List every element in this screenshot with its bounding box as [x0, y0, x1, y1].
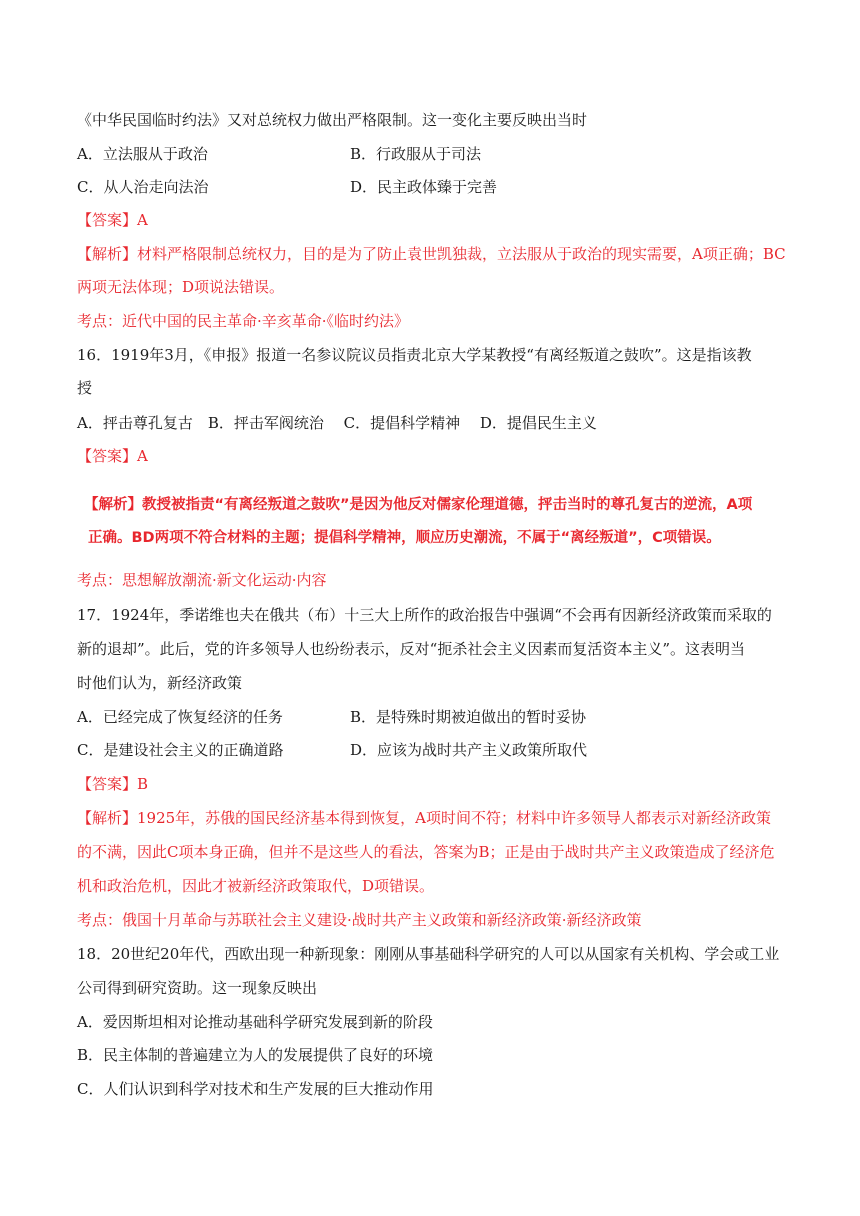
q17-analysis-line-2: 的不满，因此C项本身正确，但并不是这些人的看法，答案为B；正是由于战时共产主义政策造成了经济危: [77, 843, 775, 861]
q15-analysis-line-2: 两项无法体现；D项说法错误。: [77, 278, 285, 296]
q15-stem-tail: 《中华民国临时约法》又对总统权力做出严格限制。这一变化主要反映出当时: [77, 111, 588, 129]
q17-option-d: D．应该为战时共产主义政策所取代: [350, 741, 588, 759]
q15-option-b: B．行政服从于司法: [350, 145, 482, 163]
q17-analysis-line-3: 机和政治危机，因此才被新经济政策取代，D项错误。: [77, 877, 435, 895]
q16-stem-line-1: 16．1919年3月，《申报》报道一名参议院议员指责北京大学某教授“有离经叛道之鼓吹”。这是指该教: [77, 346, 752, 364]
q16-point: 考点：思想解放潮流·新文化运动·内容: [77, 571, 327, 589]
q16-answer: 【答案】A: [77, 447, 148, 465]
q17-stem-line-2: 新的退却”。此后，党的许多领导人也纷纷表示，反对“扼杀社会主义因素而复活资本主义”。这表明当: [77, 640, 746, 658]
q18-option-b: B．民主体制的普遍建立为人的发展提供了良好的环境: [77, 1046, 434, 1064]
q15-option-d: D．民主政体臻于完善: [350, 178, 498, 196]
q16-analysis-line-2: 正确。BD两项不符合材料的主题；提倡科学精神，顺应历史潮流，不属于“离经叛道”，C项错误。: [88, 530, 721, 546]
q18-option-a: A．爱因斯坦相对论推动基础科学研究发展到新的阶段: [77, 1013, 433, 1031]
q17-analysis-line-1: 【解析】1925年，苏俄的国民经济基本得到恢复，A项时间不符；材料中许多领导人都表示对新经济政策: [77, 809, 772, 827]
q17-point: 考点：俄国十月革命与苏联社会主义建设·战时共产主义政策和新经济政策·新经济政策: [77, 911, 642, 929]
q15-answer: 【答案】A: [77, 211, 148, 229]
q15-option-a: A．立法服从于政治: [77, 145, 208, 163]
q18-stem-line-2: 公司得到研究资助。这一现象反映出: [77, 979, 318, 997]
q17-option-b: B．是特殊时期被迫做出的暂时妥协: [350, 708, 587, 726]
q17-stem-line-1: 17．1924年，季诺维也夫在俄共（布）十三大上所作的政治报告中强调“不会再有因新经济政策而采取的: [77, 606, 772, 624]
q18-option-c: C．人们认识到科学对技术和生产发展的巨大推动作用: [77, 1080, 434, 1098]
q16-stem-line-2: 授: [77, 379, 93, 397]
q18-stem-line-1: 18．20世纪20年代，西欧出现一种新现象：刚刚从事基础科学研究的人可以从国家有关机构、学会或工业: [77, 945, 780, 963]
q15-analysis-line-1: 【解析】材料严格限制总统权力，目的是为了防止袁世凯独裁，立法服从于政治的现实需要，A项正确；BC: [77, 245, 786, 263]
q15-point: 考点：近代中国的民主革命·辛亥革命·《临时约法》: [77, 312, 410, 330]
q15-option-c: C．从人治走向法治: [77, 178, 209, 196]
q16-options: A．抨击尊孔复古 B．抨击军阀统治 C．提倡科学精神 D．提倡民生主义: [77, 414, 597, 432]
q17-option-c: C．是建设社会主义的正确道路: [77, 741, 284, 759]
q17-stem-line-3: 时他们认为，新经济政策: [77, 674, 243, 692]
q17-answer: 【答案】B: [77, 775, 149, 793]
q16-analysis-line-1: 【解析】教授被指责“有离经叛道之鼓吹”是因为他反对儒家伦理道德，抨击当时的尊孔复古的逆流，A项: [84, 497, 753, 513]
q17-option-a: A．已经完成了恢复经济的任务: [77, 708, 283, 726]
